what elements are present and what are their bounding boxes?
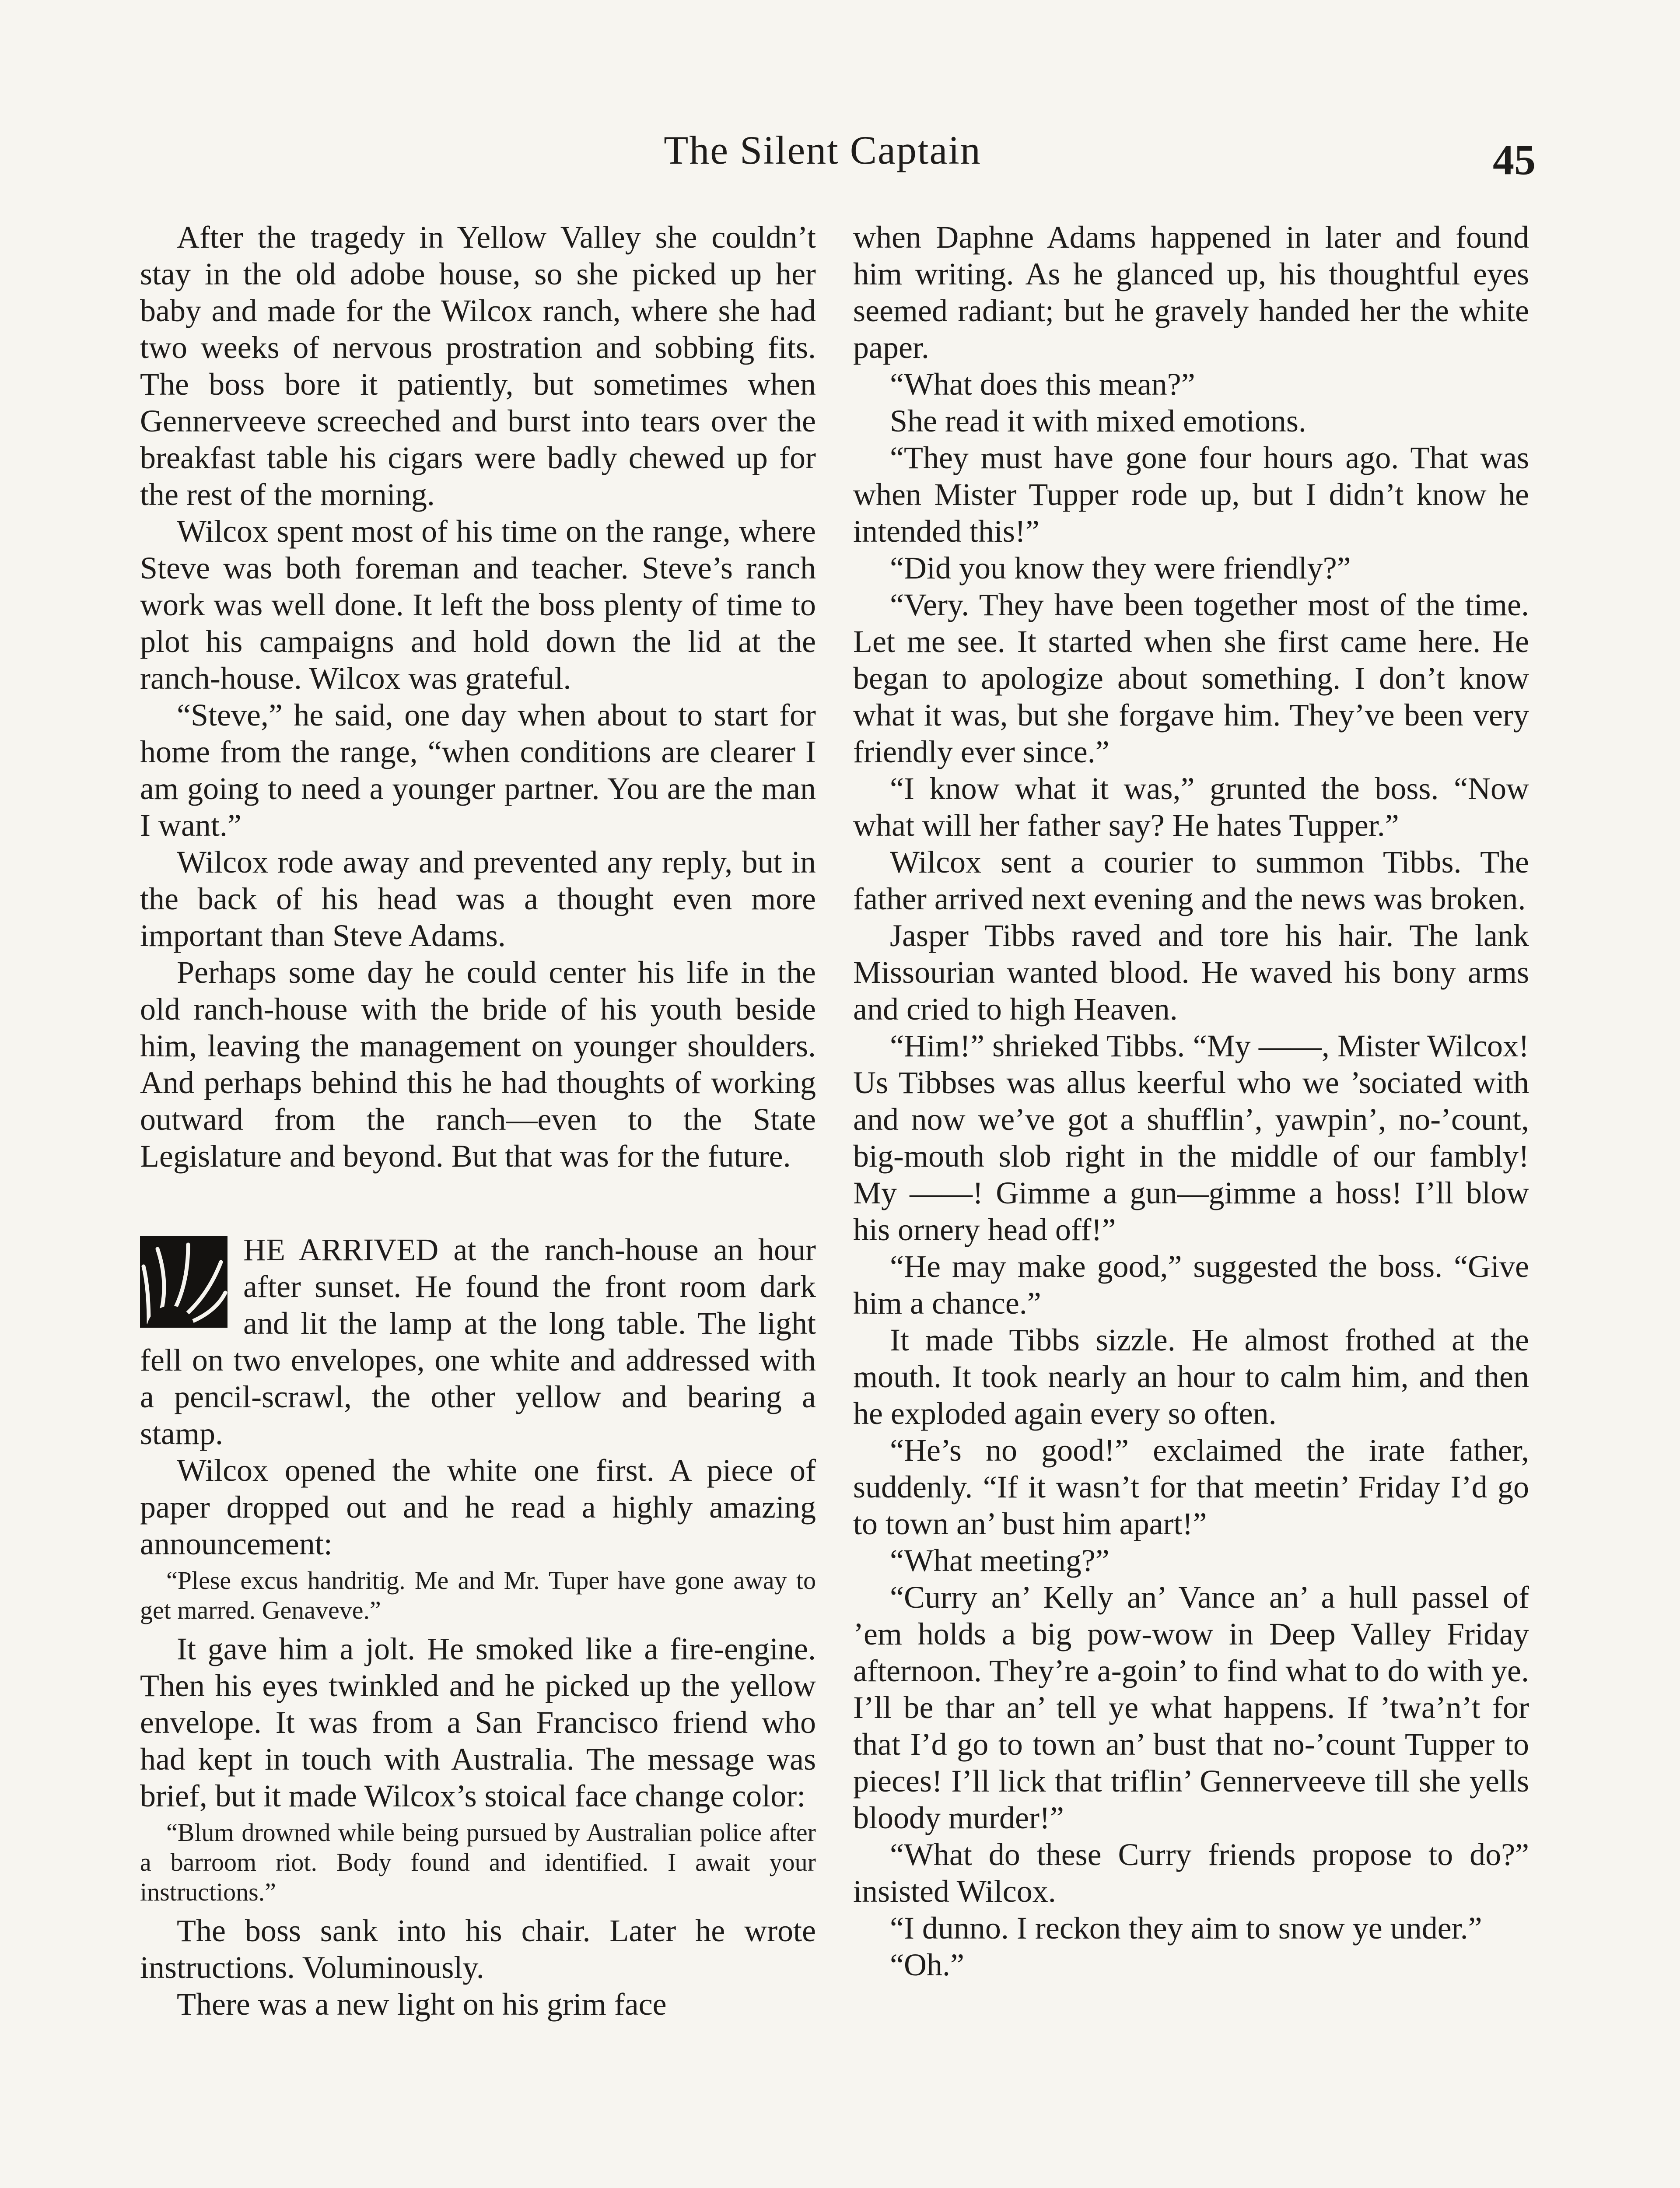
section-lead-paragraph: HE ARRIVED at the ranch-house an hour after sunset. He found the front room dark and lit the lamp at the long table. The light fell on two envelopes, one white and addressed with a pencil-scrawl, the other yellow and bearing a stamp.: [140, 1232, 816, 1451]
paragraph: “He may make good,” suggested the boss. “Give him a chance.”: [853, 1249, 1529, 1321]
right-column: [853, 219, 1529, 1983]
paragraph: She read it with mixed emotions.: [890, 403, 1306, 438]
paragraph: Wilcox rode away and prevented any reply, but in the back of his head was a thought even more important than Steve Adams.: [140, 845, 816, 953]
paragraph: Perhaps some day he could center his life in the old ranch-house with the bride of his youth beside him, leaving the management on younger shoulders. And perhaps behind this he had thoughts of working outward from the ranch—even to the State Legislature and beyond. But that was for the future.: [140, 955, 816, 1174]
quoted-telegram: “Blum drowned while being pursued by Australian police after a barroom riot. Body found and identified. I await your instructions.”: [140, 1818, 816, 1906]
paragraph: Wilcox sent a courier to summon Tibbs. The father arrived next evening and the news was broken.: [853, 845, 1529, 916]
continued-paragraph: when Daphne Adams happened in later and found him writing. As he glanced up, his thoughtful eyes seemed radiant; but he gravely handed her the white paper.: [853, 220, 1529, 365]
paragraph: There was a new light on his grim face: [177, 1987, 667, 2022]
page-number: 45: [1493, 137, 1536, 184]
paragraph: It gave him a jolt. He smoked like a fire-engine. Then his eyes twinkled and he picked up the yellow envelope. It was from a San Francisco friend who had kept in touch with Australia. The message was brief, but it made Wilcox’s stoical face change color:: [140, 1631, 816, 1813]
paragraph: “What does this mean?”: [890, 367, 1195, 402]
paragraph: “I dunno. I reckon they aim to snow ye under.”: [890, 1911, 1482, 1946]
paragraph: After the tragedy in Yellow Valley she couldn’t stay in the old adobe house, so she picked up her baby and made for the Wilcox ranch, where she had two weeks of nervous prostration and sobbing fits. The boss bore it patiently, but sometimes when Gennerveeve screeched and burst into tears over the breakfast table his cigars were badly chewed up for the rest of the morning.: [140, 220, 816, 512]
paragraph: The boss sank into his chair. Later he wrote instructions. Voluminously.: [140, 1913, 816, 1985]
paragraph: “What meeting?”: [890, 1543, 1110, 1578]
paragraph: “I know what it was,” grunted the boss. “Now what will her father say? He hates Tupper.”: [853, 771, 1529, 843]
section-opening: [140, 1231, 816, 1452]
quoted-note: “Plese excus handritig. Me and Mr. Tuper have gone away to get marred. Genaveve.”: [140, 1566, 816, 1624]
paragraph: Jasper Tibbs raved and tore his hair. The lank Missourian wanted blood. He waved his bony arms and cried to high Heaven.: [853, 918, 1529, 1027]
section-break: [140, 1175, 816, 1231]
running-title: The Silent Captain: [664, 128, 981, 172]
paragraph: It made Tibbs sizzle. He almost frothed at the mouth. It took nearly an hour to calm him, and then he exploded again every so often.: [853, 1322, 1529, 1431]
paragraph: “Steve,” he said, one day when about to start for home from the range, “when conditions are clearer I am going to need a younger partner. You are the man I want.”: [140, 698, 816, 843]
paragraph: “He’s no good!” exclaimed the irate father, suddenly. “If it wasn’t for that meetin’ Friday I’d go to town an’ bust him apart!”: [853, 1433, 1529, 1541]
paragraph: “Curry an’ Kelly an’ Vance an’ a hull passel of ’em holds a big pow-wow in Deep Valley Friday afternoon. They’re a-goin’ to find what to do with ye. I’ll be thar an’ tell ye what happens. If ’twa’n’t for that I’d go to town an’ bust that no-’count Tupper to pieces! I’ll lick that triflin’ Gennerveeve till she yells bloody murder!”: [853, 1580, 1529, 1835]
paragraph: “What do these Curry friends propose to do?” insisted Wilcox.: [853, 1837, 1529, 1909]
paragraph: “Him!” shrieked Tibbs. “My ——, Mister Wilcox! Us Tibbses was allus keerful who we ’sociated with and now we’ve got a shufflin’, yawpin’, no-’count, big-mouth slob right in the middle of our fambly! My ——! Gimme a gun—gimme a hoss! I’ll blow his ornery head off!”: [853, 1028, 1529, 1247]
paragraph: “Very. They have been together most of the time. Let me see. It started when she first came here. He began to apologize about something. I don’t know what it was, but she forgave him. They’ve been very friendly ever since.”: [853, 587, 1529, 769]
paragraph: Wilcox opened the white one first. A piece of paper dropped out and he read a highly amazing announcement:: [140, 1453, 816, 1561]
paragraph: “Oh.”: [890, 1947, 964, 1982]
sunburst-ornament-icon: [140, 1236, 228, 1328]
paragraph: Wilcox spent most of his time on the range, where Steve was both foreman and teacher. Steve’s ranch work was well done. It left the boss plenty of time to plot his campaigns and hold down the lid at the ranch-house. Wilcox was grateful.: [140, 514, 816, 696]
paragraph: “Did you know they were friendly?”: [890, 551, 1351, 586]
left-column: [140, 219, 816, 2023]
paragraph: “They must have gone four hours ago. That was when Mister Tupper rode up, but I didn’t know he intended this!”: [853, 440, 1529, 549]
